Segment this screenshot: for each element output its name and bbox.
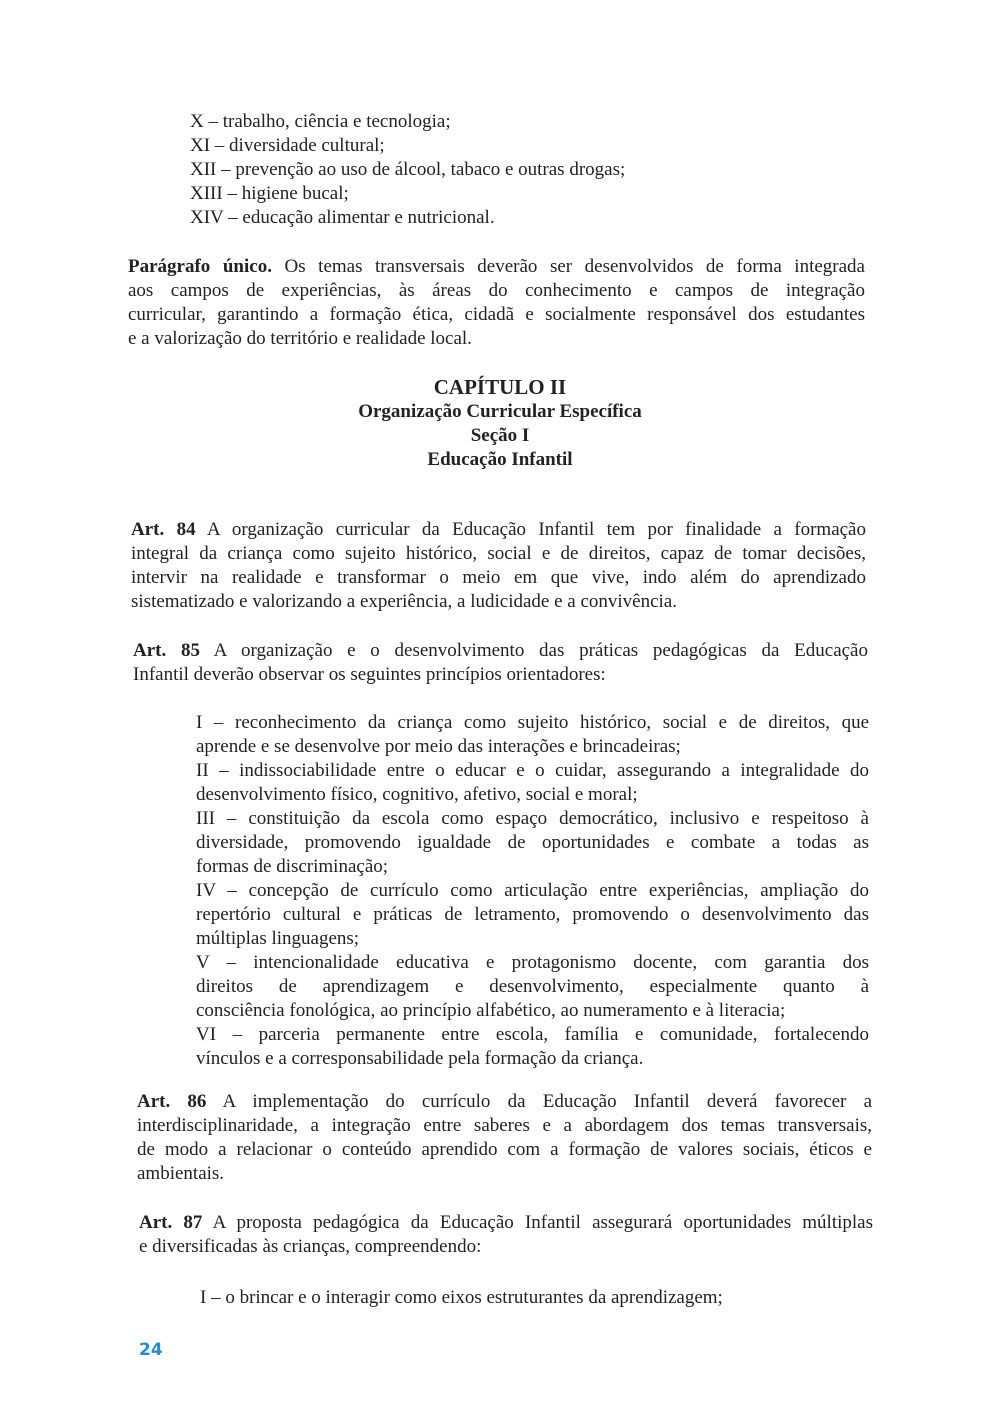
list-item: consciência fonológica, ao princípio alfabético, ao numeramento e à literacia; [196, 1000, 786, 1021]
line: Os temas transversais deverão ser desenvolvidos de forma integrada [271, 256, 865, 277]
line: A implementação do currículo da Educação Infantil deverá favorecer a [206, 1091, 872, 1112]
section-heading: Seção I [470, 425, 530, 446]
list-item: X – trabalho, ciência e tecnologia; [190, 111, 451, 132]
article-lead: Art. 85 [133, 640, 200, 661]
article-85 [133, 639, 868, 687]
line: intervir na realidade e transformar o meio em que vive, indo além do aprendizado [131, 567, 866, 588]
article-84 [131, 518, 866, 614]
line: ambientais. [137, 1163, 225, 1184]
line: sistematizado e valorizando a experiência, a ludicidade e a convivência. [131, 591, 677, 612]
list-item: aprende e se desenvolve por meio das interações e brincadeiras; [196, 736, 681, 757]
list-item: formas de discriminação; [196, 856, 389, 877]
list-item: vínculos e a corresponsabilidade pela formação da criança. [196, 1048, 644, 1069]
article-lead: Art. 87 [139, 1212, 203, 1233]
article-lead: Art. 86 [137, 1091, 207, 1112]
article-86 [137, 1090, 872, 1186]
list-item: direitos de aprendizagem e desenvolvimento, especialmente quanto à [196, 976, 869, 997]
paragraph-lead: Parágrafo único. [128, 256, 272, 277]
line: A proposta pedagógica da Educação Infantil assegurará oportunidades múltiplas [202, 1212, 874, 1233]
page-number: 24 [139, 1340, 163, 1360]
list-item: XIII – higiene bucal; [190, 183, 349, 204]
article-87-items [200, 1286, 723, 1310]
line: curricular, garantindo a formação ética, cidadã e socialmente responsável dos estudantes [128, 304, 865, 325]
chapter-heading: CAPÍTULO II [433, 375, 567, 399]
paragrafo-unico [128, 255, 865, 351]
line: aos campos de experiências, às áreas do conhecimento e campos de integração [128, 280, 865, 301]
list-item: XI – diversidade cultural; [190, 135, 385, 156]
line: A organização curricular da Educação Infantil tem por finalidade a formação [195, 519, 866, 540]
list-item: múltiplas linguagens; [196, 928, 360, 949]
list-item: diversidade, promovendo igualdade de oportunidades e combate a todas as [196, 832, 869, 853]
line: integral da criança como sujeito histórico, social e de direitos, capaz de tomar decisões, [131, 543, 866, 564]
list-item: V – intencionalidade educativa e protagonismo docente, com garantia dos [196, 952, 869, 973]
list-item: IV – concepção de currículo como articulação entre experiências, ampliação do [196, 880, 869, 901]
list-item: XIV – educação alimentar e nutricional. [190, 207, 495, 228]
article-lead: Art. 84 [131, 519, 196, 540]
list-item: XII – prevenção ao uso de álcool, tabaco e outras drogas; [190, 159, 626, 180]
list-item: III – constituição da escola como espaço democrático, inclusivo e respeitoso à [196, 808, 869, 829]
list-item: repertório cultural e práticas de letramento, promovendo o desenvolvimento das [196, 904, 869, 925]
line: Infantil deverão observar os seguintes princípios orientadores: [133, 664, 606, 685]
list-item: II – indissociabilidade entre o educar e o cuidar, assegurando a integralidade do [196, 760, 869, 781]
list-item: VI – parceria permanente entre escola, família e comunidade, fortalecendo [196, 1024, 869, 1045]
article-87 [139, 1211, 873, 1259]
intro-list [190, 110, 625, 230]
list-item: desenvolvimento físico, cognitivo, afetivo, social e moral; [196, 784, 638, 805]
line: e diversificadas às crianças, compreendendo: [139, 1236, 482, 1257]
line: interdisciplinaridade, a integração entre saberes e a abordagem dos temas transversais, [137, 1115, 872, 1136]
section-title: Educação Infantil [427, 449, 573, 470]
line: de modo a relacionar o conteúdo aprendido com a formação de valores sociais, éticos e [137, 1139, 872, 1160]
chapter-title: Organização Curricular Específica [358, 401, 642, 422]
line: A organização e o desenvolvimento das práticas pedagógicas da Educação [199, 640, 868, 661]
line: e a valorização do território e realidade local. [128, 328, 472, 349]
list-item: I – o brincar e o interagir como eixos estruturantes da aprendizagem; [200, 1287, 723, 1308]
list-item: I – reconhecimento da criança como sujeito histórico, social e de direitos, que [196, 712, 869, 733]
article-85-items [196, 711, 869, 1071]
